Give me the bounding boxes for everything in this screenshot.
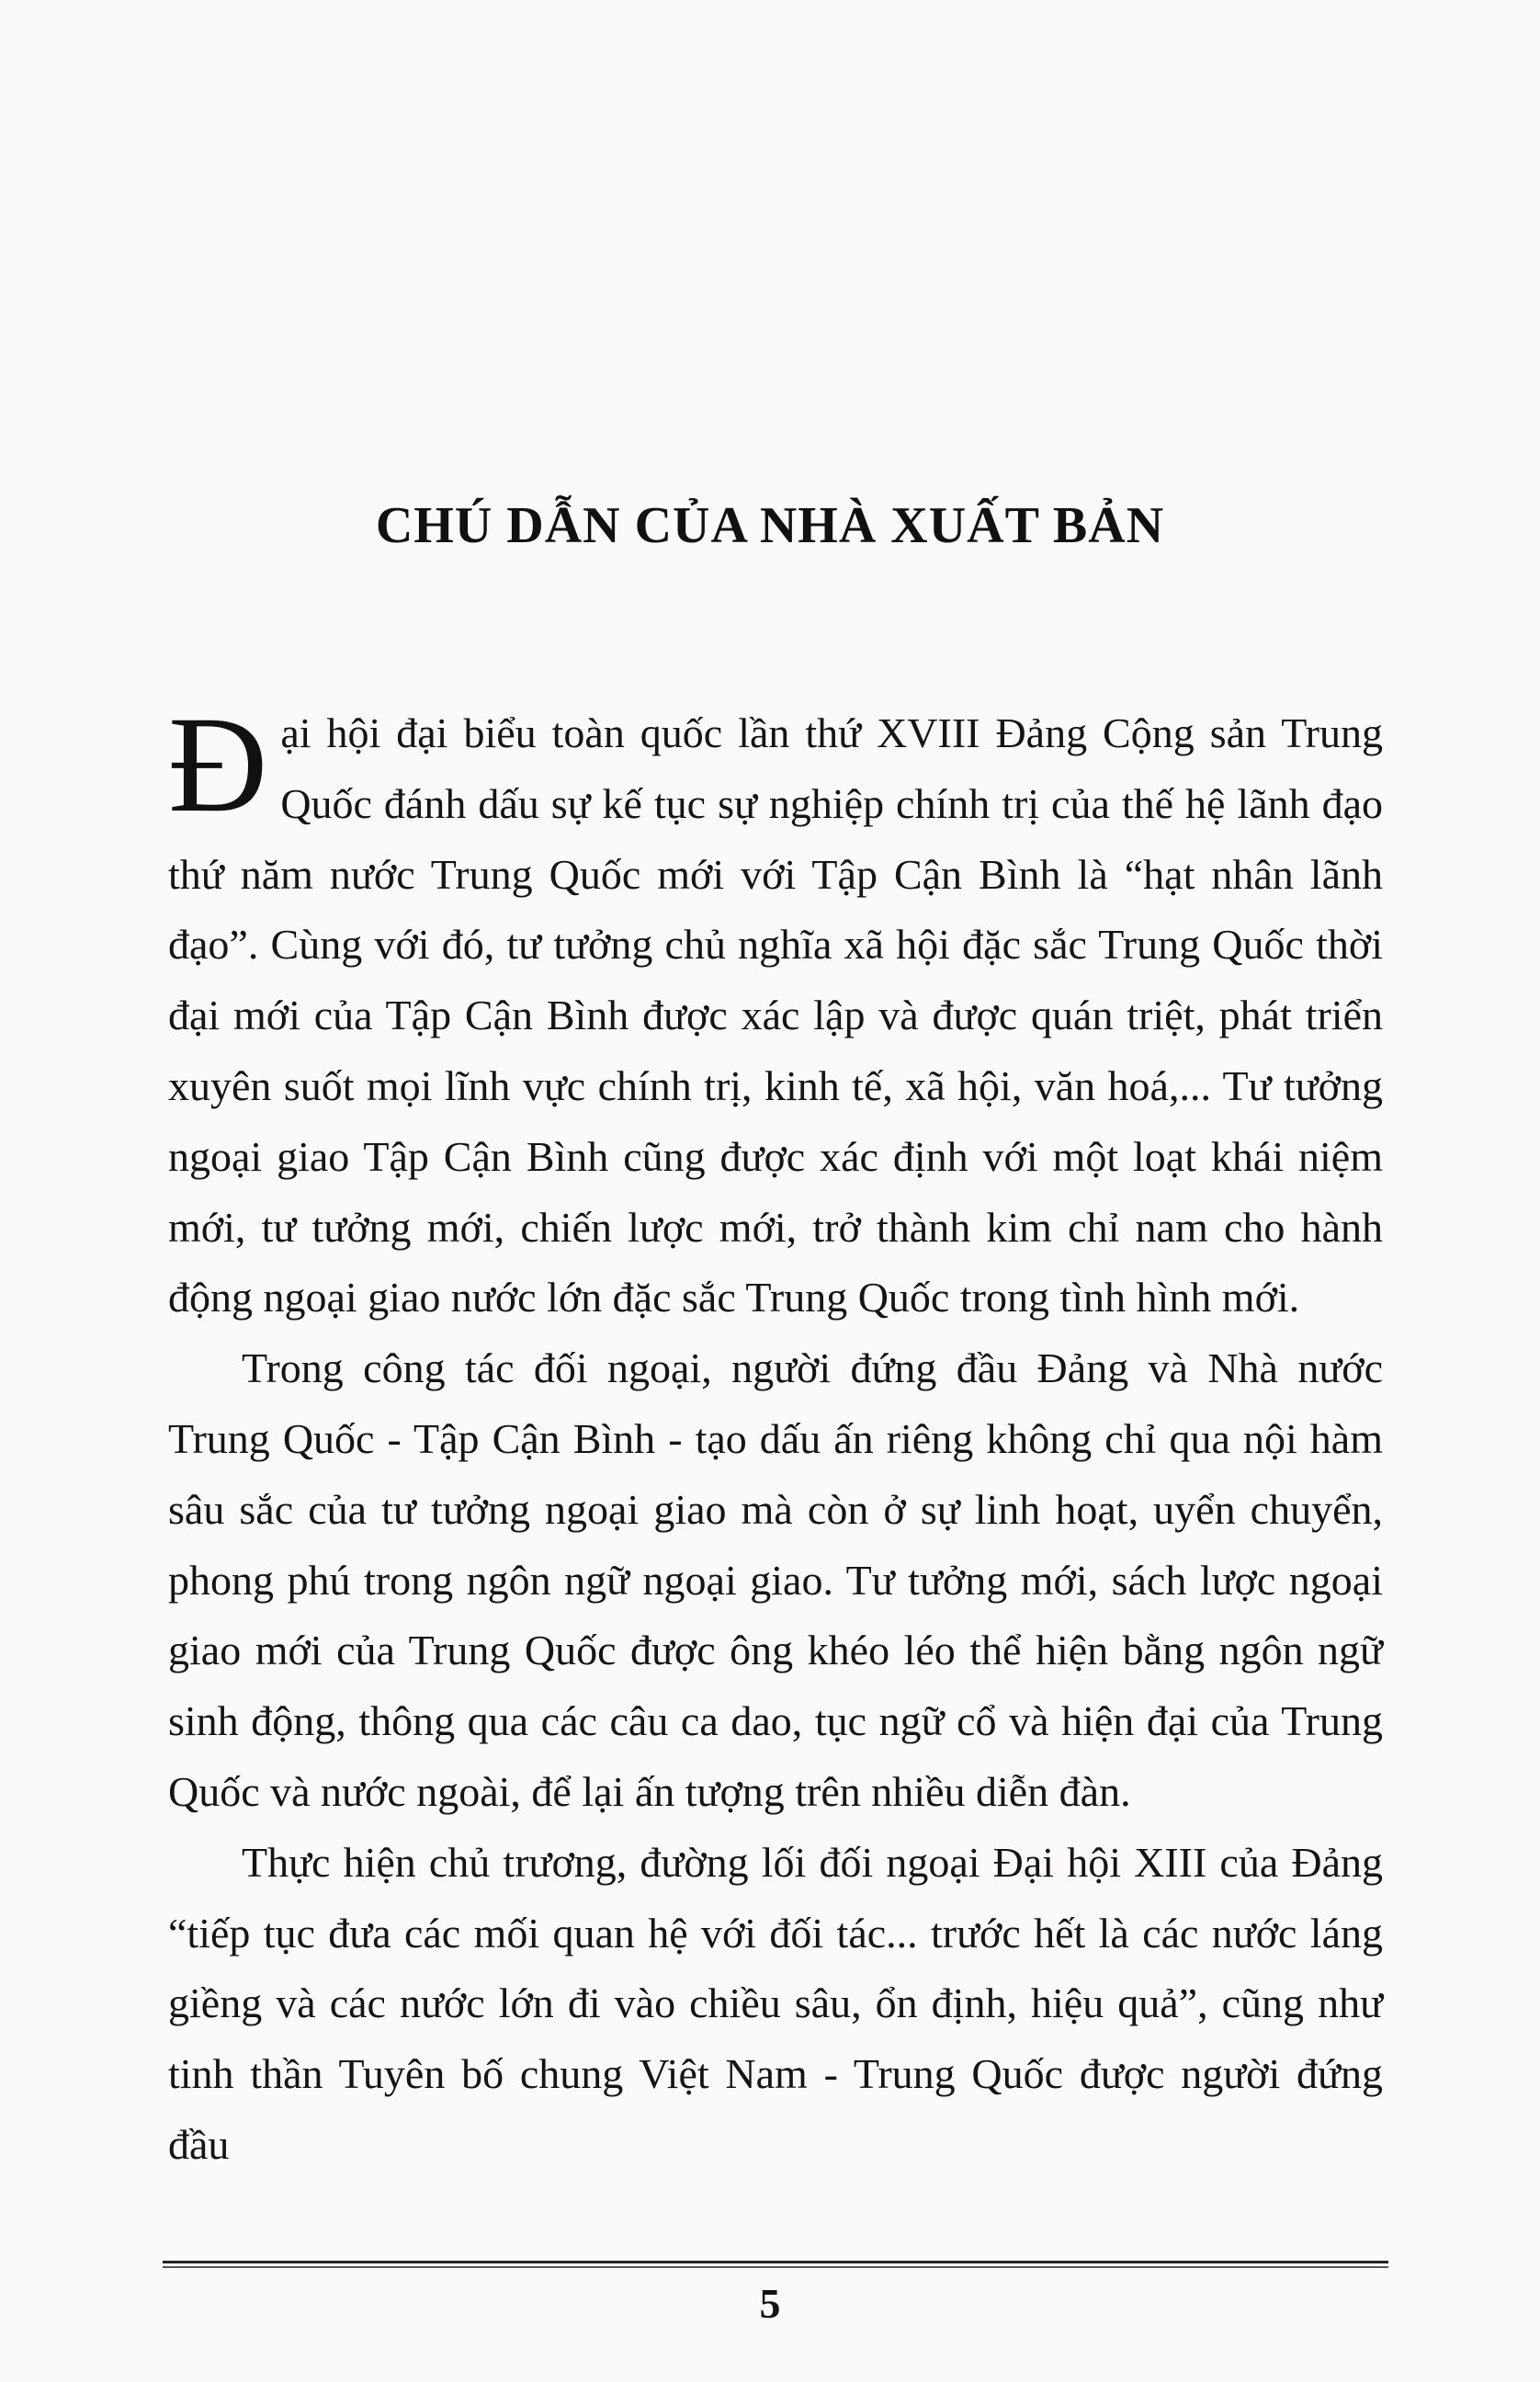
paragraph-1-text: ại hội đại biểu toàn quốc lần thứ XVIII Đảng Cộng sản Trung Quốc đánh dấu sự kế tục sự nghiệp chính trị của thế hệ lãnh đạo thứ năm nước Trung Quốc mới với Tập Cận Bình là “hạt nhân lãnh đạo”. Cùng với đó, tư tưởng chủ nghĩa xã hội đặc sắc Trung Quốc thời đại mới của Tập Cận Bình được xác lập và được quán triệt, phát triển xuyên suốt mọi lĩnh vực chính trị, kinh tế, xã hội, văn hoá,... Tư tưởng ngoại giao Tập Cận Bình cũng được xác định với một loạt khái niệm mới, tư tưởng mới, chiến lược mới, trở thành kim chỉ nam cho hành động ngoại giao nước lớn đặc sắc Trung Quốc trong tình hình mới. [168,709,1383,1321]
page-number: 5 [759,2280,781,2327]
footer-rule [163,2261,1388,2263]
footer-rule-secondary [163,2266,1388,2268]
paragraph-2: Trong công tác đối ngoại, người đứng đầu Đảng và Nhà nước Trung Quốc - Tập Cận Bình - tạo dấu ấn riêng không chỉ qua nội hàm sâu sắc của tư tưởng ngoại giao mà còn ở sự linh hoạt, uyển chuyển, phong phú trong ngôn ngữ ngoại giao. Tư tưởng mới, sách lược ngoại giao mới của Trung Quốc được ông khéo léo thể hiện bằng ngôn ngữ sinh động, thông qua các câu ca dao, tục ngữ cổ và hiện đại của Trung Quốc và nước ngoài, để lại ấn tượng trên nhiều diễn đàn. [168,1344,1383,1815]
drop-cap: Đ [168,688,268,841]
body-text [168,688,1383,2181]
paragraph-3: Thực hiện chủ trương, đường lối đối ngoại Đại hội XIII của Đảng “tiếp tục đưa các mối quan hệ với đối tác... trước hết là các nước láng giềng và các nước lớn đi vào chiều sâu, ổn định, hiệu quả”, cũng như tinh thần Tuyên bố chung Việt Nam - Trung Quốc được người đứng đầu [168,1838,1383,2168]
page-title: CHÚ DẪN CỦA NHÀ XUẤT BẢN [375,497,1165,554]
paragraph-1 [168,688,1383,1333]
